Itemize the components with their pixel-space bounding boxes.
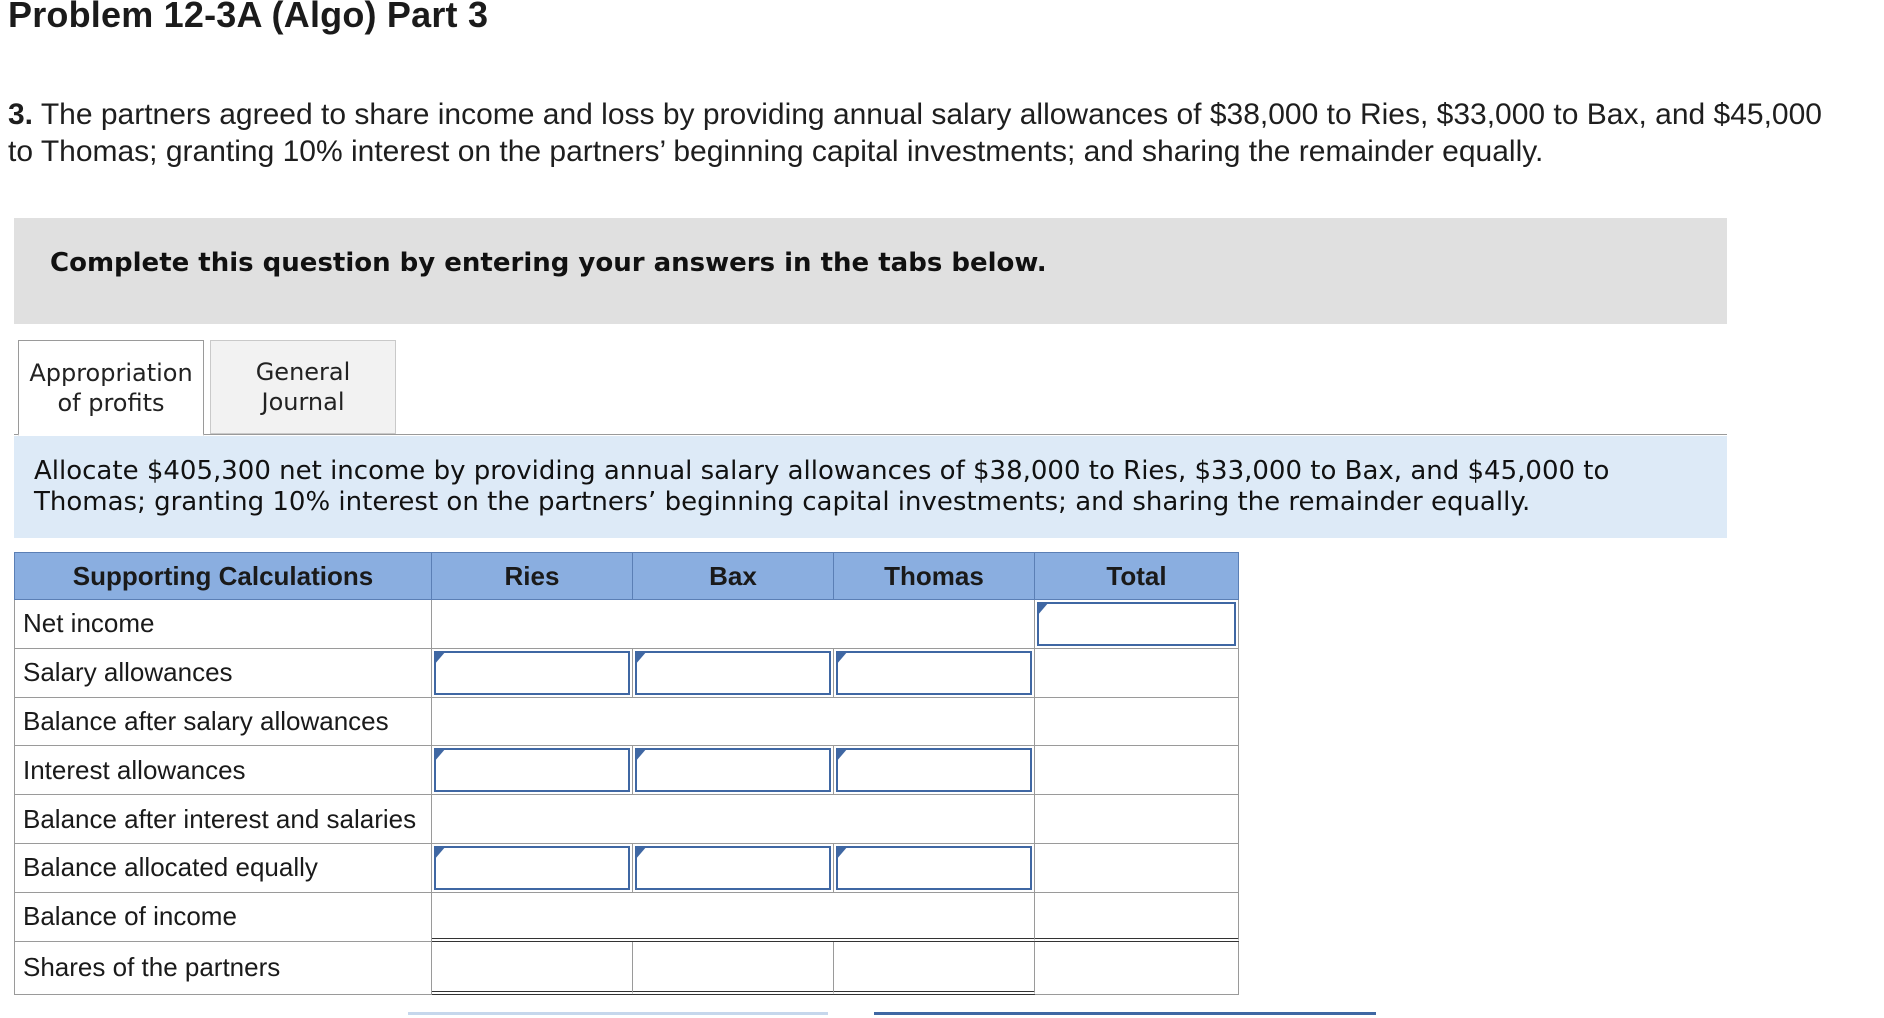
table-row-salary-allowances — [14, 649, 1239, 698]
interest-thomas-input[interactable] — [836, 748, 1032, 792]
empty-cell — [432, 795, 1035, 844]
balance-after-salary-total-cell — [1035, 698, 1239, 747]
tab-general-journal[interactable] — [210, 340, 396, 434]
row-label: Balance of income — [14, 893, 432, 942]
salary-bax-input-cell — [633, 649, 834, 698]
equal-ries-input[interactable] — [434, 846, 630, 890]
header-thomas: Thomas — [834, 552, 1035, 600]
table-row-balance-of-income — [14, 893, 1239, 942]
empty-cell — [432, 600, 1035, 649]
table-row-balance-after-interest — [14, 795, 1239, 844]
tab-label-line2: Journal — [261, 388, 345, 416]
partial-element-right — [874, 1012, 1376, 1015]
row-label: Balance after salary allowances — [14, 698, 432, 747]
empty-cell — [432, 893, 1035, 942]
row-label: Shares of the partners — [14, 942, 432, 995]
equal-bax-input[interactable] — [635, 846, 831, 890]
shares-bax-cell — [633, 942, 834, 995]
salary-ries-input[interactable] — [434, 651, 630, 695]
tab-label-line1: Appropriation — [29, 358, 193, 387]
shares-thomas-cell — [834, 942, 1035, 995]
salary-thomas-input[interactable] — [836, 651, 1032, 695]
net-income-total-input-cell — [1035, 600, 1239, 649]
interest-ries-input[interactable] — [434, 748, 630, 792]
row-label: Interest allowances — [14, 746, 432, 795]
allocate-box — [14, 436, 1727, 538]
row-label: Balance allocated equally — [14, 844, 432, 893]
tab-divider — [14, 434, 1727, 435]
table-row-interest-allowances — [14, 746, 1239, 795]
tab-appropriation-of-profits[interactable] — [18, 340, 204, 436]
row-label: Net income — [14, 600, 432, 649]
equal-thomas-input-cell — [834, 844, 1035, 893]
partial-element-left — [408, 1012, 828, 1015]
header-total: Total — [1035, 552, 1239, 600]
page-title: Problem 12-3A (Algo) Part 3 — [8, 0, 489, 35]
salary-bax-input[interactable] — [635, 651, 831, 695]
equal-total-cell — [1035, 844, 1239, 893]
equal-bax-input-cell — [633, 844, 834, 893]
header-bax: Bax — [633, 552, 834, 600]
equal-thomas-input[interactable] — [836, 846, 1032, 890]
instruction-text: Complete this question by entering your answers in the tabs below. — [50, 248, 1047, 278]
problem-statement — [8, 96, 1828, 170]
tab-label-line2: of profits — [57, 388, 165, 417]
supporting-calculations-table — [14, 552, 1239, 995]
header-supporting-calculations: Supporting Calculations — [14, 552, 432, 600]
tab-label-line1: General — [255, 358, 351, 386]
shares-ries-cell — [432, 942, 633, 995]
balance-of-income-total-cell — [1035, 893, 1239, 942]
interest-bax-input[interactable] — [635, 748, 831, 792]
net-income-total-input[interactable] — [1037, 602, 1236, 646]
equal-ries-input-cell — [432, 844, 633, 893]
problem-text: The partners agreed to share income and loss by providing annual salary allowances of $38,000 to Ries, $33,000 to Bax, and $45,000 to Thomas; granting 10% interest on the partners’ beginning capital investments; and sharing the remainder equally. — [8, 98, 1822, 168]
allocate-text: Allocate $405,300 net income by providing annual salary allowances of $38,000 to Ries, $33,000 to Bax, and $45,000 to Thomas; granting 10% interest on the partners’ beginning capital investments; and sharing the remainder equally. — [34, 456, 1610, 517]
interest-ries-input-cell — [432, 746, 633, 795]
table-row-balance-after-salary — [14, 698, 1239, 747]
instruction-box — [14, 218, 1727, 324]
salary-ries-input-cell — [432, 649, 633, 698]
shares-total-cell — [1035, 942, 1239, 995]
interest-bax-input-cell — [633, 746, 834, 795]
salary-total-cell — [1035, 649, 1239, 698]
table-row-net-income — [14, 600, 1239, 649]
table-row-balance-allocated-equally — [14, 844, 1239, 893]
table-header-row — [14, 552, 1239, 600]
row-label: Salary allowances — [14, 649, 432, 698]
row-label: Balance after interest and salaries — [14, 795, 432, 844]
interest-thomas-input-cell — [834, 746, 1035, 795]
problem-number: 3. — [8, 98, 34, 131]
header-ries: Ries — [432, 552, 633, 600]
salary-thomas-input-cell — [834, 649, 1035, 698]
balance-after-interest-total-cell — [1035, 795, 1239, 844]
empty-cell — [432, 698, 1035, 747]
interest-total-cell — [1035, 746, 1239, 795]
table-row-shares-of-partners — [14, 942, 1239, 995]
